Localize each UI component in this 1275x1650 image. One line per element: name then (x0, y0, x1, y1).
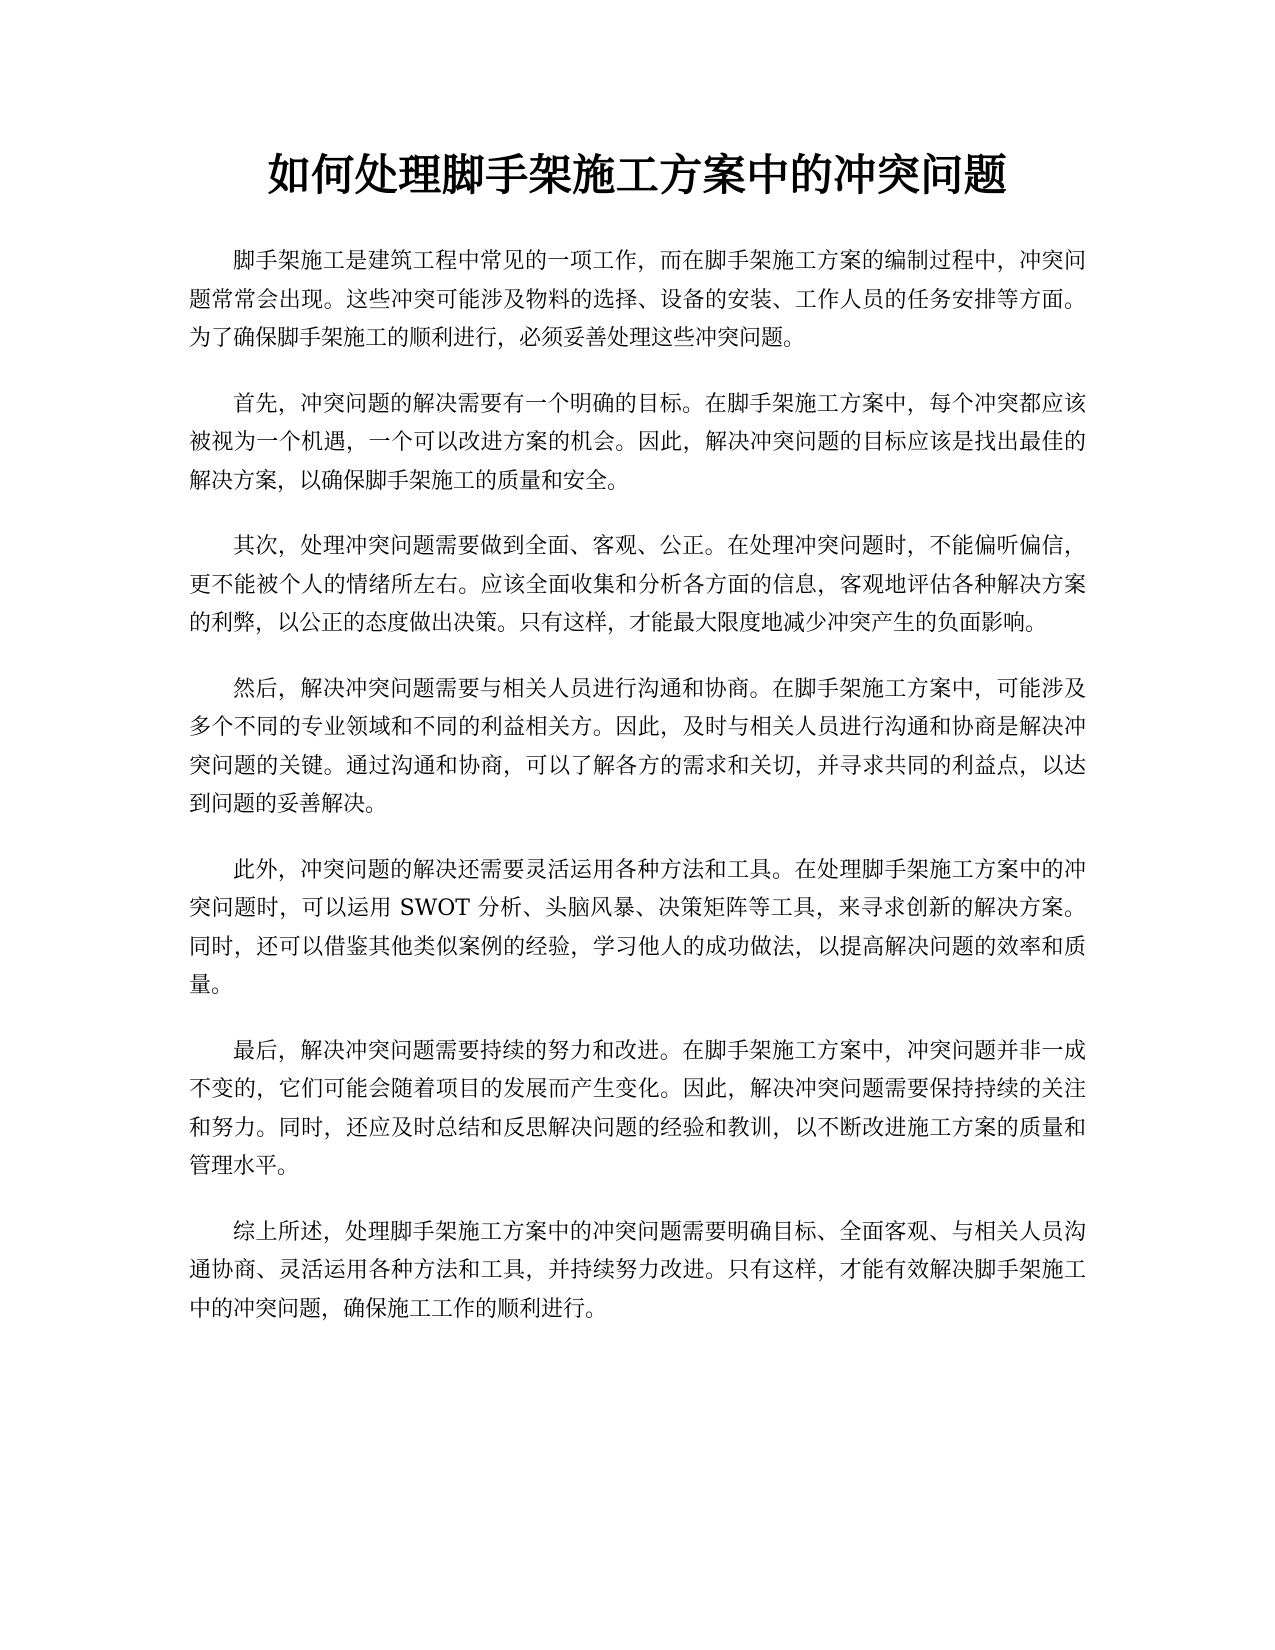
paragraph-second: 其次，处理冲突问题需要做到全面、客观、公正。在处理冲突问题时，不能偏听偏信，更不能被个人的情绪所左右。应该全面收集和分析各方面的信息，客观地评估各种解决方案的利弊，以公正的态度做出决策。只有这样，才能最大限度地减少冲突产生的负面影响。 (189, 534, 1086, 636)
paragraph-third: 然后，解决冲突问题需要与相关人员进行沟通和协商。在脚手架施工方案中，可能涉及多个不同的专业领域和不同的利益相关方。因此，及时与相关人员进行沟通和协商是解决冲突问题的关键。通过沟通和协商，可以了解各方的需求和关切，并寻求共同的利益点，以达到问题的妥善解决。 (189, 676, 1086, 817)
document-title: 如何处理脚手架施工方案中的冲突问题 (267, 151, 1008, 201)
paragraph-conclusion: 综上所述，处理脚手架施工方案中的冲突问题需要明确目标、全面客观、与相关人员沟通协商、灵活运用各种方法和工具，并持续努力改进。只有这样，才能有效解决脚手架施工中的冲突问题，确保施工工作的顺利进行。 (189, 1219, 1086, 1322)
paragraph-first: 首先，冲突问题的解决需要有一个明确的目标。在脚手架施工方案中，每个冲突都应该被视为一个机遇，一个可以改进方案的机会。因此，解决冲突问题的目标应该是找出最佳的解决方案，以确保脚手架施工的质量和安全。 (189, 391, 1086, 494)
paragraph-fourth: 此外，冲突问题的解决还需要灵活运用各种方法和工具。在处理脚手架施工方案中的冲突问题时，可以运用 SWOT 分析、头脑风暴、决策矩阵等工具，来寻求创新的解决方案。同时，还可以借鉴其他类似案例的经验，学习他人的成功做法，以提高解决问题的效率和质量。 (189, 857, 1086, 998)
paragraph-fifth: 最后，解决冲突问题需要持续的努力和改进。在脚手架施工方案中，冲突问题并非一成不变的，它们可能会随着项目的发展而产生变化。因此，解决冲突问题需要保持持续的关注和努力。同时，还应及时总结和反思解决问题的经验和教训，以不断改进施工方案的质量和管理水平。 (189, 1038, 1086, 1179)
document-body (189, 243, 1086, 1329)
paragraph-intro: 脚手架施工是建筑工程中常见的一项工作，而在脚手架施工方案的编制过程中，冲突问题常常会出现。这些冲突可能涉及物料的选择、设备的安装、工作人员的任务安排等方面。为了确保脚手架施工的顺利进行，必须妥善处理这些冲突问题。 (189, 249, 1086, 351)
